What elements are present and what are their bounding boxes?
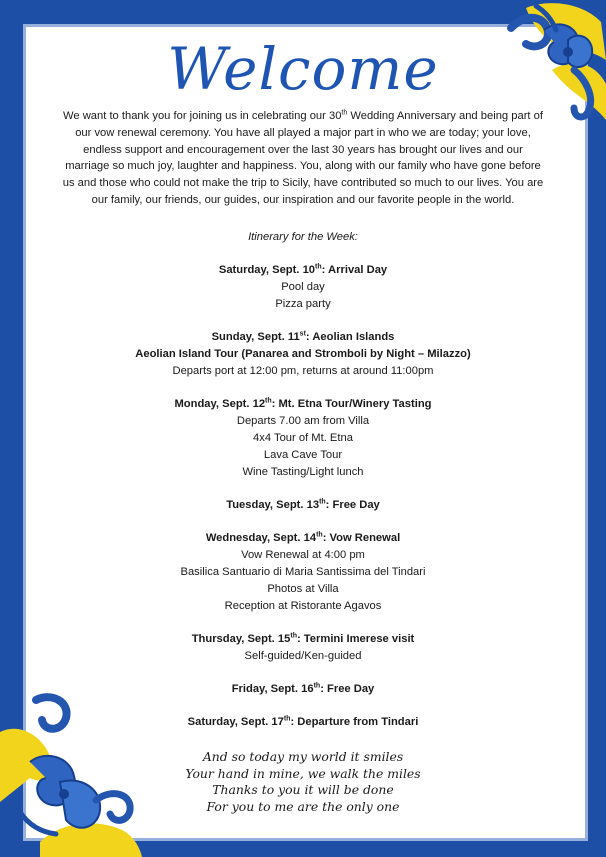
poem-line: Your hand in mine, we walk the miles xyxy=(185,765,421,781)
day-title: Wednesday, Sept. 14th: Vow Renewal xyxy=(205,531,401,544)
day-line: Pool day xyxy=(281,281,325,293)
closing-poem xyxy=(0,749,606,815)
day-line: Self-guided/Ken-guided xyxy=(244,650,362,662)
day-line: Lava Cave Tour xyxy=(263,449,343,461)
day-item xyxy=(0,631,606,665)
day-item xyxy=(0,714,606,731)
day-item xyxy=(0,262,606,313)
day-line: Basilica Santuario di Maria Santissima del Tindari xyxy=(180,566,426,578)
day-line: 4x4 Tour of Mt. Etna xyxy=(253,432,353,444)
day-item xyxy=(0,396,606,481)
itinerary-heading: Itinerary for the Week: xyxy=(248,231,358,243)
poem-line: Thanks to you it will be done xyxy=(212,782,394,798)
day-line: Departs 7.00 am from Villa xyxy=(236,415,370,427)
day-line: Wine Tasting/Light lunch xyxy=(242,466,364,478)
day-item xyxy=(0,497,606,514)
welcome-title: Welcome xyxy=(167,35,439,103)
itinerary-list xyxy=(0,262,606,747)
poem-line: For you to me are the only one xyxy=(206,798,400,814)
day-line: Pizza party xyxy=(275,298,331,310)
day-title: Friday, Sept. 16th: Free Day xyxy=(231,682,375,695)
day-item xyxy=(0,329,606,380)
day-title: Tuesday, Sept. 13th: Free Day xyxy=(226,498,380,511)
day-line: Departs port at 12:00 pm, returns at around 11:00pm xyxy=(172,365,434,377)
day-title: Sunday, Sept. 11st: Aeolian Islands xyxy=(211,330,395,343)
intro-paragraph: We want to thank you for joining us in celebrating our 30th Wedding Anniversary and being part of our vow renewal ceremony. You have all played a major part in who we are today; your love, endless support and encouragement over the last 30 years has brought our lives and our marriage so much joy, laughter and happiness. You, along with our family who have gone before us and those who could not make the trip to Sicily, have contributed so much to our lives. You are our family, our friends, our guides, our inspiration and our favorite people in the world. xyxy=(62,109,544,206)
day-line: Reception at Ristorante Agavos xyxy=(224,600,382,612)
day-item xyxy=(0,681,606,698)
poem-line: And so today my world it smiles xyxy=(202,749,404,764)
day-title: Saturday, Sept. 10th: Arrival Day xyxy=(218,263,388,276)
day-title: Monday, Sept. 12th: Mt. Etna Tour/Winery Tasting xyxy=(174,397,432,410)
day-line: Photos at Villa xyxy=(267,583,339,595)
tour-title: Aeolian Island Tour (Panarea and Stromboli by Night – Milazzo) xyxy=(135,348,471,360)
day-item xyxy=(0,530,606,615)
day-title: Saturday, Sept. 17th: Departure from Tindari xyxy=(187,715,419,728)
day-line: Vow Renewal at 4:00 pm xyxy=(241,549,365,561)
day-title: Thursday, Sept. 15th: Termini Imerese visit xyxy=(191,632,415,645)
